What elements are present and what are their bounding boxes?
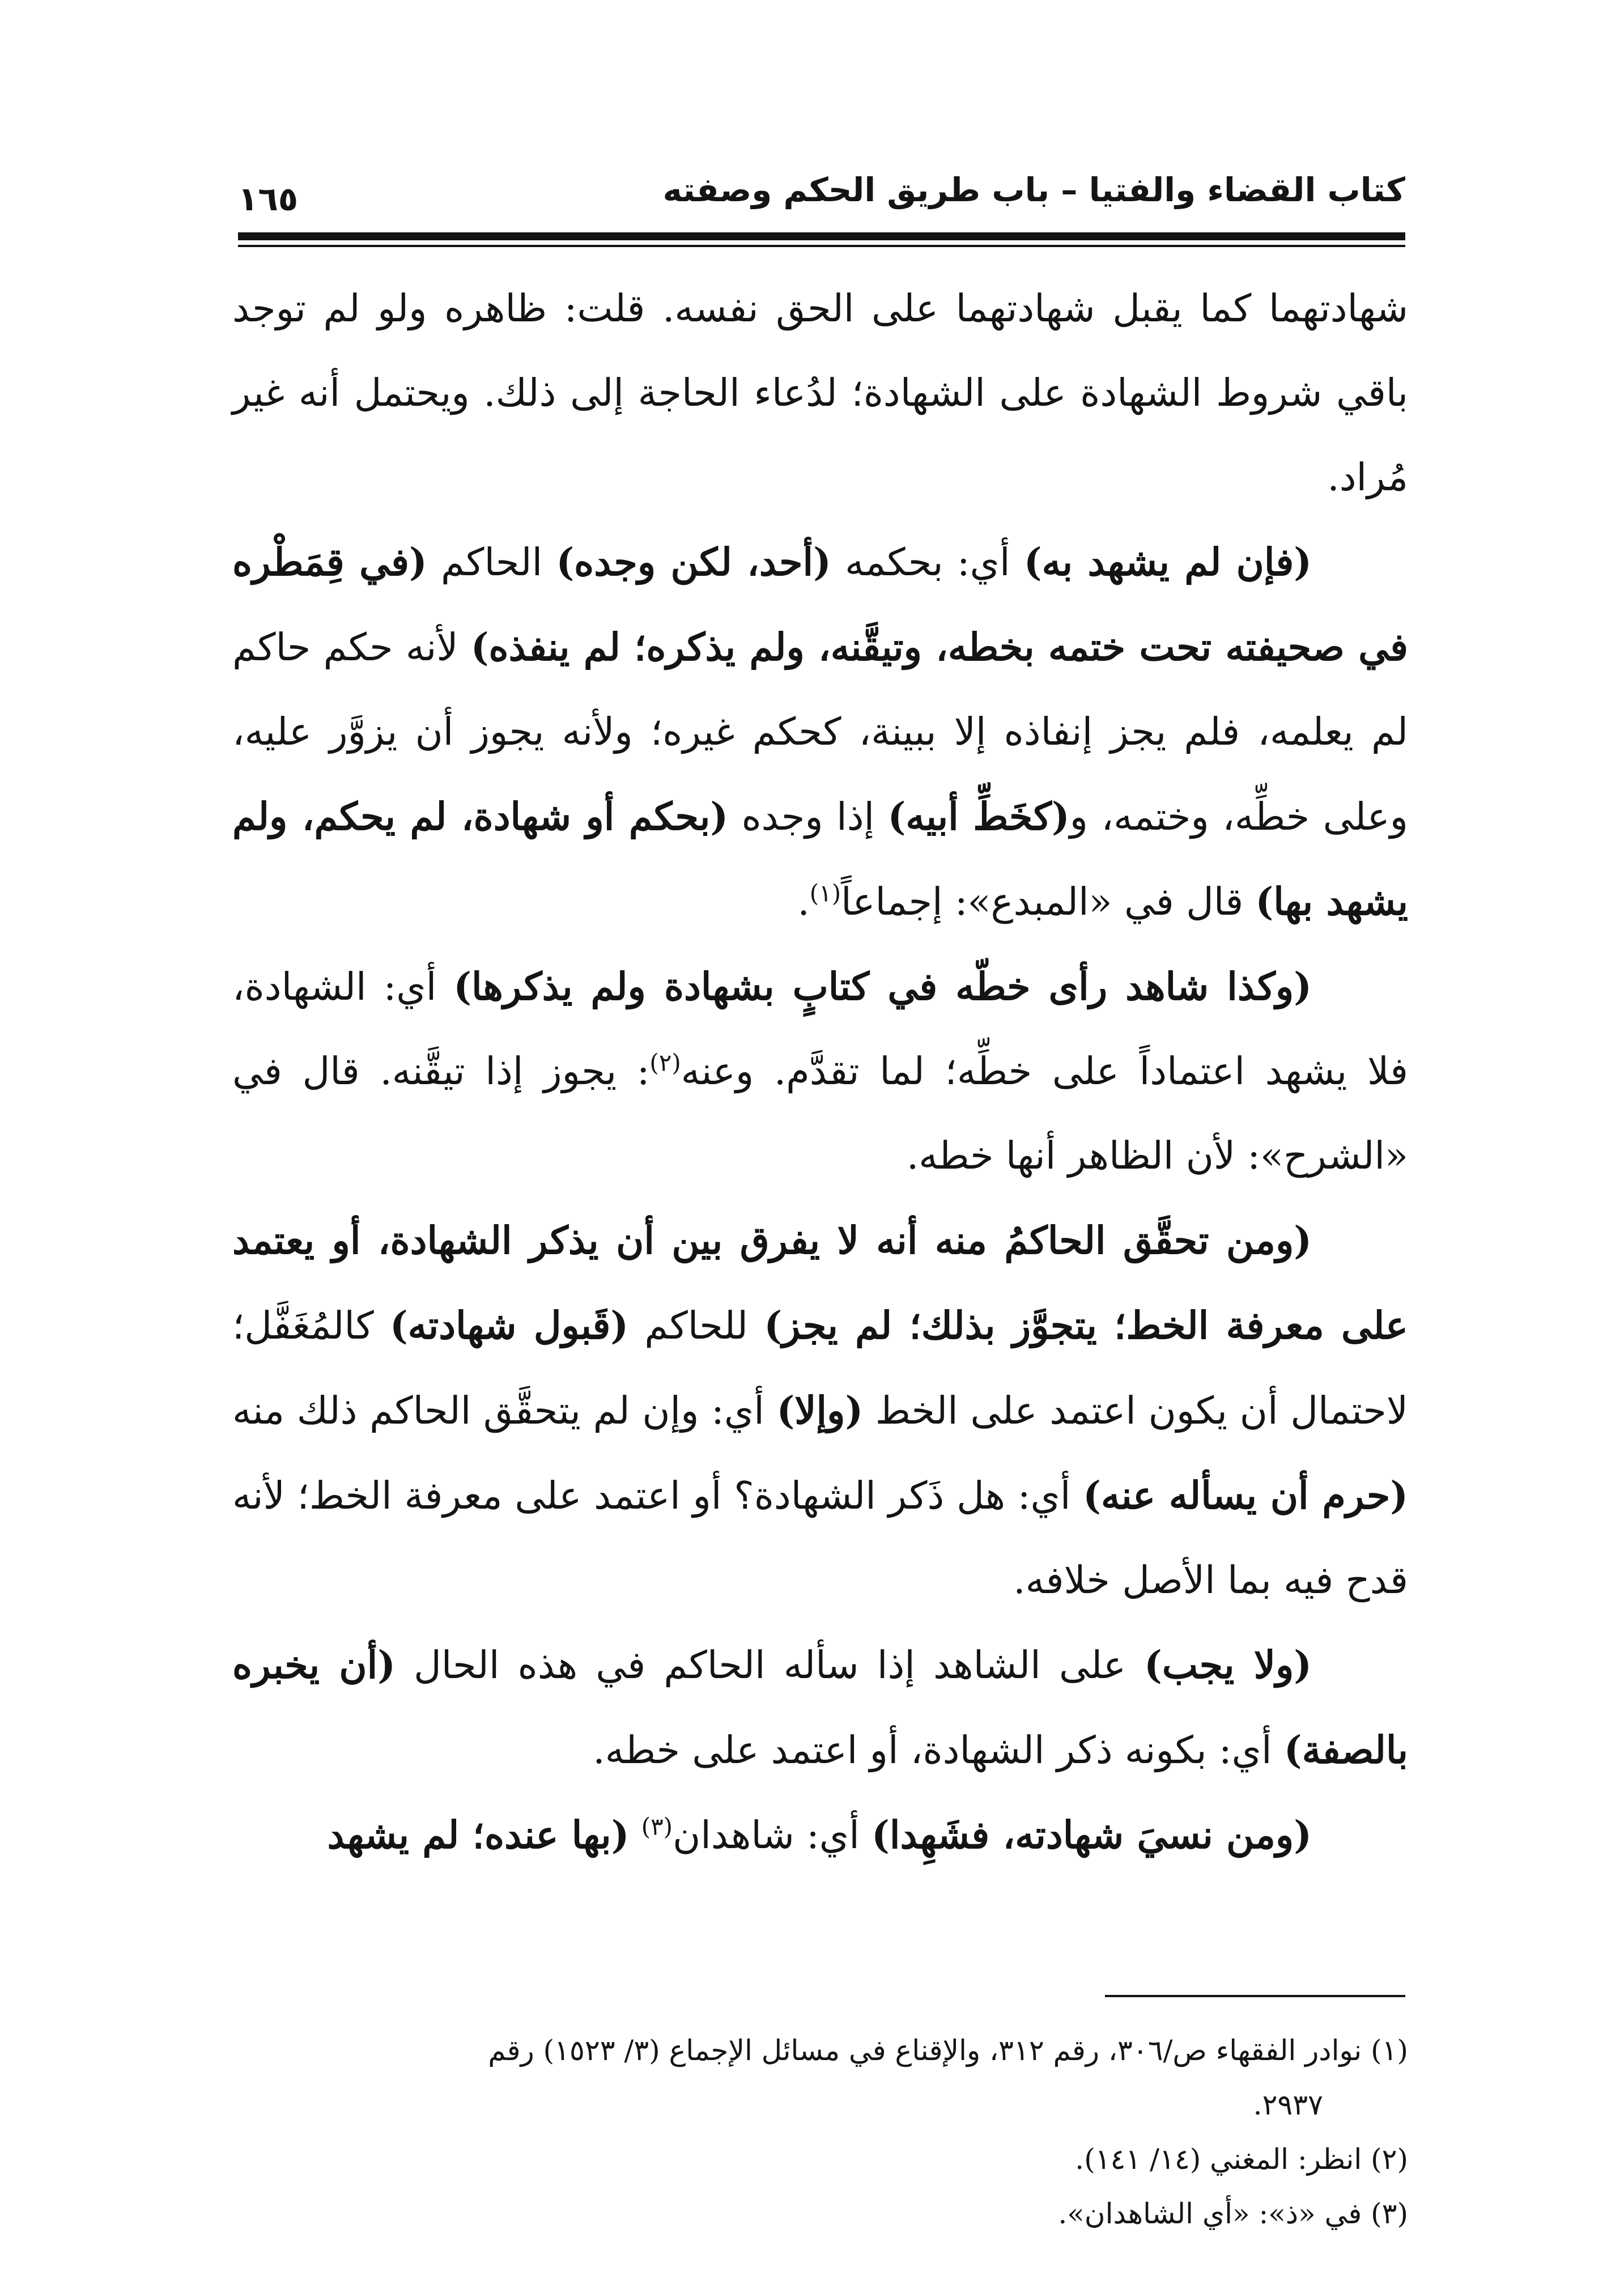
commentary-text: أي: الشهادة، فلا يشهد اعتماداً على خطِّه؛ لما تقدَّم. وعنه — [232, 965, 1408, 1093]
commentary-text: أي: بحكمه — [831, 540, 1024, 584]
footnote-reference: (١) — [809, 879, 841, 907]
footnote-3-text: (٣) في «ذ»: «أي الشاهدان». — [1058, 2197, 1408, 2230]
bold-matn-text: (ومن تحقَّق الحاكمُ منه أنه لا يفرق بين أن يذكر الشهادة، أو يعتمد على معرفة الخط؛ يتجوَّز بذلك؛ لم يجز) — [232, 1218, 1409, 1348]
commentary-text: كالمُغَفَّل؛ لاحتمال أن يكون اعتمد على الخط — [232, 1303, 1408, 1433]
bold-matn-text: (بحكم أو شهادة، لم يحكم، ولم يشهد بها) — [232, 794, 1408, 924]
bold-matn-text: (أحد، لكن وجده) — [556, 540, 831, 584]
commentary-text: : يجوز إذا تيقَّنه. قال في «الشرح»: لأن الظاهر أنها خطه. — [232, 1049, 1408, 1178]
footnote-1-continuation-text: ٢٩٣٧. — [1253, 2088, 1323, 2121]
commentary-text — [629, 1813, 641, 1857]
commentary-text: أي: هل ذَكر الشهادة؟ أو اعتمد على معرفة الخط؛ لأنه قدح فيه بما الأصل خلافه. — [232, 1474, 1408, 1602]
bold-matn-text: (بها عنده؛ لم يشهد — [327, 1812, 630, 1857]
commentary-text: أي: وإن لم يتحقَّق الحاكم ذلك منه — [232, 1388, 777, 1433]
body-paragraph — [232, 1198, 1408, 1623]
footnote-reference: (٢) — [649, 1048, 681, 1077]
bold-matn-text: (حرم أن يسأله عنه) — [1083, 1473, 1408, 1518]
footnote-separator — [1105, 1995, 1405, 1997]
bold-matn-text: (وإلا) — [776, 1388, 864, 1433]
footnote-1-continuation — [232, 2078, 1408, 2132]
bold-matn-text: (في قِمَطْره في صحيفته تحت ختمه بخطه، وتيقَّنه، ولم يذكره؛ لم ينفذه) — [232, 540, 1408, 669]
commentary-text: لأنه حكم حاكم لم يعلمه، فلم يجز إنفاذه إلا ببينة، كحكم غيره؛ ولأنه يجوز أن يزوَّر عليه، وعلى خطِّه، وختمه، و — [232, 625, 1408, 839]
bold-matn-text: (فإن لم يشهد به) — [1023, 540, 1312, 584]
footnote-3 — [232, 2186, 1408, 2241]
bold-matn-text: (قَبول شهادته) — [389, 1303, 629, 1348]
commentary-text: إذا وجده — [728, 795, 888, 839]
bold-matn-text: (ومن نسيَ شهادته، فشَهِدا) — [871, 1812, 1312, 1857]
body-paragraph — [232, 1623, 1408, 1793]
header-rule-thin — [238, 245, 1405, 247]
bold-matn-text: (وكذا شاهد رأى خطّه في كتابٍ بشهادة ولم يذكرها) — [453, 964, 1312, 1009]
commentary-text: على الشاهد إذا سأله الحاكم في هذه الحال — [395, 1643, 1145, 1687]
footnotes — [232, 2023, 1408, 2241]
header-rule-thick — [238, 232, 1405, 240]
bold-matn-text: (أن يخبره بالصفة) — [232, 1642, 1408, 1772]
bold-matn-text: (ولا يجب) — [1144, 1642, 1312, 1687]
running-title: كتاب القضاء والفتيا – باب طريق الحكم وصفته — [662, 171, 1405, 209]
body-paragraph — [232, 266, 1408, 520]
commentary-text: شهادتهما كما يقبل شهادتهما على الحق نفسه. قلت: ظاهره ولو لم توجد باقي شروط الشهادة على الشهادة؛ لدُعاء الحاجة إلى ذلك. ويحتمل أنه غير مُراد. — [232, 286, 1408, 499]
footnote-2-text: (٢) انظر: المغني (١٤/ ١٤١). — [1075, 2143, 1408, 2176]
body-paragraph — [232, 1793, 1408, 1878]
footnote-2 — [232, 2132, 1408, 2186]
body-text — [232, 266, 1408, 1878]
commentary-text: أي: بكونه ذكر الشهادة، أو اعتمد على خطه. — [593, 1728, 1284, 1772]
bold-matn-text: (كخَطِّ أبيه) — [887, 794, 1070, 839]
footnote-reference: (٣) — [641, 1812, 673, 1841]
commentary-text: قال في «المبدع»: إجماعاً — [841, 880, 1256, 924]
footnote-1 — [232, 2023, 1408, 2078]
body-paragraph — [232, 520, 1408, 944]
commentary-text: للحاكم — [628, 1303, 764, 1348]
commentary-text: أي: شاهدان — [673, 1813, 872, 1857]
page-header — [238, 162, 1405, 230]
footnote-1-text: (١) نوادر الفقهاء ص/٣٠٦، رقم ٣١٢، والإقناع في مسائل الإجماع (٣/ ١٥٢٣) رقم — [488, 2034, 1408, 2067]
commentary-text: الحاكم — [427, 540, 556, 584]
page-number: ١٦٥ — [238, 180, 299, 218]
body-paragraph — [232, 944, 1408, 1198]
commentary-text: . — [797, 880, 810, 924]
